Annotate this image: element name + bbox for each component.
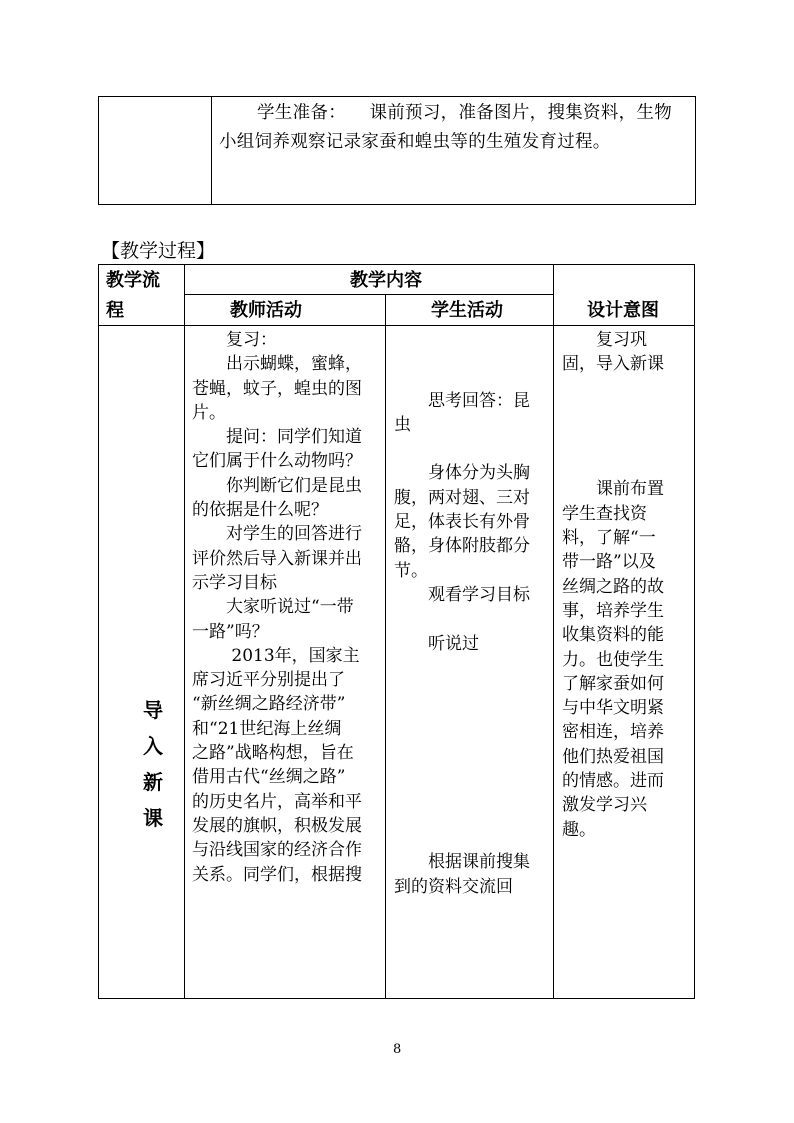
intent-line: 固，导入新课: [562, 354, 664, 375]
student-line: [394, 753, 550, 777]
intent-line: 趣。: [562, 819, 596, 840]
student-line: [394, 656, 550, 680]
header-teacher: 教师活动: [230, 300, 302, 321]
stage-char: 入: [143, 734, 163, 758]
student-line: [394, 437, 550, 461]
student-line: 观看学习目标: [394, 584, 530, 605]
student-line: [394, 729, 550, 753]
intent-line: 他们热爱祖国: [562, 746, 664, 767]
intent-line: 密相连，培养: [562, 722, 664, 743]
student-line: [394, 607, 550, 631]
teacher-line: 苍蝇，蚊子，蝗虫的图: [192, 378, 362, 399]
header-flow-line1: 教学流: [106, 270, 160, 291]
teacher-line: 提问：同学们知道: [192, 427, 362, 448]
student-line: 根据课前搜集: [394, 852, 530, 873]
teacher-line: 借用古代“丝绸之路”: [192, 767, 346, 788]
student-line: [394, 364, 550, 388]
teacher-line: 的依据是什么呢？: [192, 500, 328, 521]
teacher-line: 它们属于什么动物吗？: [192, 451, 362, 472]
intent-line: 学生查找资: [562, 503, 647, 524]
stage-char: 课: [143, 806, 163, 830]
teacher-line: 复习：: [192, 330, 277, 350]
student-line: [394, 777, 550, 801]
teacher-line: 之路”战略构想，旨在: [192, 743, 354, 764]
teacher-line: 片。: [192, 402, 226, 423]
intent-line: 丝绸之路的故: [562, 576, 664, 597]
intent-line: 与中华文明紧: [562, 698, 664, 719]
page-number: 8: [393, 1042, 402, 1057]
intent-line: 复习巩: [562, 330, 647, 350]
intent-line: 力。也使学生: [562, 649, 664, 670]
student-line: 思考回答：昆: [394, 390, 530, 411]
prep-line-2: 小组饲养观察记录家蚕和蝗虫等的生殖发育过程。: [219, 132, 611, 152]
student-line: 到的资料交流回: [394, 876, 513, 897]
teacher-activity: [192, 328, 382, 887]
intent-line: 料，了解“一: [562, 528, 656, 549]
prep-line-1: 学生准备： 课前预习，准备图片，搜集资料，生物: [257, 103, 673, 123]
teacher-line: 席习近平分别提出了: [192, 670, 345, 691]
intent-line: 带一路”以及: [562, 552, 656, 573]
intent-line: [562, 377, 692, 401]
teacher-line: 2013年，国家主: [192, 645, 360, 666]
student-line: [394, 802, 550, 826]
section-title: 【教学过程】: [101, 240, 216, 262]
teacher-line: 示学习目标: [192, 572, 277, 593]
teacher-line: 和“21世纪海上丝绸: [192, 718, 342, 739]
teacher-line: 发展的旗帜，积极发展: [192, 815, 362, 836]
student-line: 骼，身体附肢都分: [394, 536, 530, 557]
intent-line: 激发学习兴: [562, 795, 647, 816]
intent-line: 收集资料的能: [562, 625, 664, 646]
student-line: [394, 680, 550, 704]
teacher-line: 关系。同学们，根据搜: [192, 864, 362, 885]
header-student: 学生活动: [431, 300, 503, 321]
student-line: 足，体表长有外骨: [394, 512, 530, 533]
student-line: [394, 826, 550, 850]
student-activity: [394, 340, 550, 899]
student-line: 节。: [394, 560, 428, 581]
teacher-line: “新丝绸之路经济带”: [192, 694, 346, 715]
teacher-line: 大家听说过“一带: [192, 597, 354, 618]
intent-line: [562, 425, 692, 449]
teacher-line: 评价然后导入新课并出: [192, 548, 362, 569]
intent-line: 课前布置: [562, 479, 664, 500]
student-line: 腹，两对翅、三对: [394, 487, 530, 508]
teacher-line: 你判断它们是昆虫: [192, 475, 362, 496]
stage-char: 新: [143, 770, 163, 794]
teacher-line: 与沿线国家的经济合作: [192, 840, 362, 861]
header-intent: 设计意图: [587, 300, 659, 321]
stage-label: [141, 692, 165, 836]
intent-line: 了解家蚕如何: [562, 673, 664, 694]
header-flow-line2: 程: [106, 300, 124, 321]
student-line: 虫: [394, 414, 411, 435]
student-line: 听说过: [394, 633, 479, 654]
teacher-line: 一路”吗？: [192, 621, 269, 642]
header-content: 教学内容: [350, 270, 422, 291]
teacher-line: 对学生的回答进行: [192, 524, 362, 545]
intent-line: 事，培养学生: [562, 600, 664, 621]
student-line: [394, 340, 550, 364]
intent-line: 的情感。进而: [562, 771, 664, 792]
design-intent: [562, 328, 692, 842]
stage-char: 导: [143, 698, 163, 722]
teacher-line: 出示蝴蝶，蜜蜂，: [192, 354, 362, 375]
student-line: 身体分为头胸: [394, 463, 530, 484]
student-line: [394, 704, 550, 728]
intent-line: [562, 401, 692, 425]
teacher-line: 的历史名片，高举和平: [192, 791, 362, 812]
